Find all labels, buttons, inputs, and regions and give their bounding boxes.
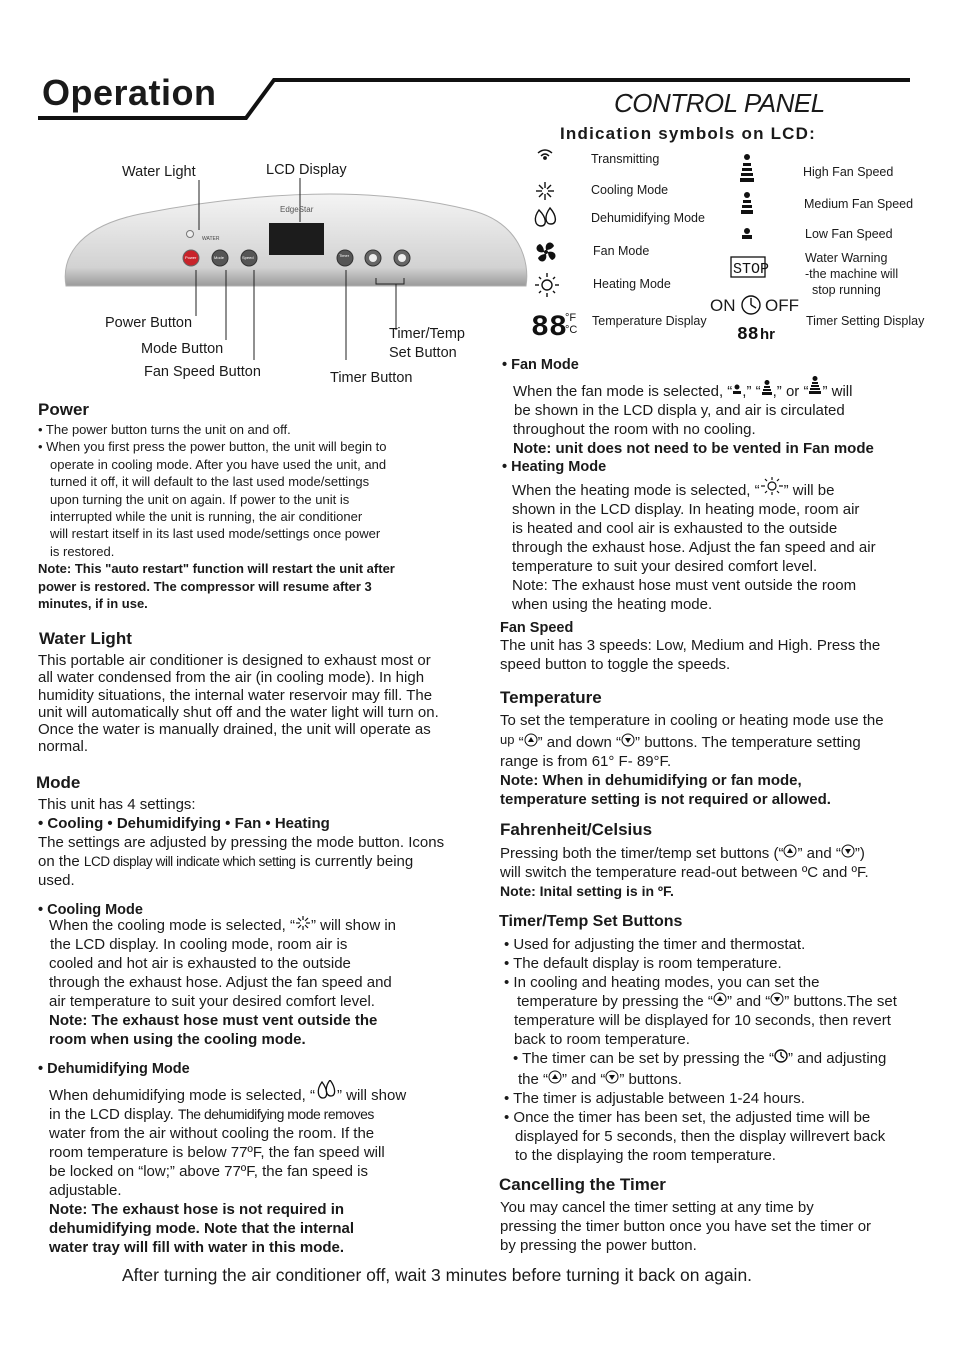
down-button-icon bbox=[621, 733, 635, 752]
sym-medium-fan: Medium Fan Speed bbox=[804, 197, 914, 211]
low-fan-icon bbox=[732, 382, 742, 401]
sun-icon bbox=[535, 273, 559, 297]
panel-temp-down-button[interactable] bbox=[393, 250, 411, 268]
timer-temp-section: • Used for adjusting the timer and thermostat. • The default display is room temperature. • In cooling and heating modes, you can set the temperature by pressing the “ ” and “ ” buttons.The set temperature will be displayed for 10 seconds, then revert back to room temperature. • The timer can be set by pressing the “ ” and adjusting the “ ” and “ ” buttons. • The timer is adjustable between 1-24 hours. • Once the timer has been set, the adjusted time will be displayed for 5 seconds, then the display willrevert back to the displaying the room temperature. bbox=[504, 936, 897, 1164]
timer-temp-set-label-1: Timer/Temp bbox=[389, 326, 465, 342]
fan-icon bbox=[537, 243, 556, 262]
svg-text:°C: °C bbox=[565, 324, 578, 336]
droplet-icon bbox=[315, 1080, 337, 1105]
footer-warning: After turning the air conditioner off, wait 3 minutes before turning it back on again. bbox=[122, 1265, 753, 1285]
power-key-label: Power bbox=[185, 255, 197, 260]
water-light-heading: Water Light bbox=[39, 629, 132, 648]
sym-fan: Fan Mode bbox=[593, 244, 650, 258]
fan-mode-section: When the fan mode is selected, “ ,” “ ,” or “ ” will be shown in the LCD displa y, and air is circulated throughout the room with no cooling. Note: unit does not need to be vented in Fan mode bbox=[513, 376, 874, 458]
sym-transmitting: Transmitting bbox=[591, 152, 660, 166]
water-light-label: Water Light bbox=[122, 164, 196, 180]
medium-fan-icon bbox=[761, 380, 773, 401]
svg-text:°F: °F bbox=[565, 312, 577, 324]
sym-temperature: Temperature Display bbox=[592, 314, 707, 328]
brand-logo: EdgeStar bbox=[280, 205, 314, 214]
snowflake-icon bbox=[536, 182, 554, 200]
transmitting-icon bbox=[538, 150, 552, 159]
snowflake-icon bbox=[295, 916, 311, 935]
sym-water-warning-3: stop running bbox=[812, 283, 881, 297]
sym-heating: Heating Mode bbox=[593, 277, 671, 291]
page-title: Operation bbox=[42, 72, 217, 113]
droplet-icon bbox=[535, 208, 555, 226]
up-button-icon bbox=[713, 992, 727, 1011]
down-button-icon bbox=[841, 844, 855, 863]
mode-heading: Mode bbox=[36, 773, 81, 792]
lcd-display-label: LCD Display bbox=[266, 162, 347, 178]
power-button-label: Power Button bbox=[105, 315, 193, 331]
timer-temp-set-label-2: Set Button bbox=[389, 345, 457, 361]
speed-key-label: Speed bbox=[242, 255, 254, 260]
water-light-section: This portable air conditioner is designed to exhaust most or all water condensed from the air (in cooling mode). In high humidity situations, the internal water reservoir may fill. The unit will automatically shut off and the water light will turn on. Once the water is manually drained, the unit will operate as normal. bbox=[38, 652, 439, 756]
sym-water-warning-2: -the machine will bbox=[805, 267, 899, 281]
panel-fan-speed-button[interactable] bbox=[240, 250, 258, 268]
svg-text:hr: hr bbox=[760, 326, 775, 343]
control-panel-title: CONTROL PANEL bbox=[614, 88, 825, 118]
cancel-timer-heading: Cancelling the Timer bbox=[499, 1175, 666, 1194]
fahrenheit-celsius-section: Pressing both the timer/temp set buttons (“ ” and “ ”) will switch the temperature read-out between ºC and ºF. Note: Inital setting is in ºF. bbox=[500, 845, 869, 899]
panel-power-button[interactable] bbox=[182, 250, 200, 268]
indication-heading: Indication symbols on LCD: bbox=[560, 124, 816, 143]
temperature-section: To set the temperature in cooling or heating mode use the up “ ” and down “ ” buttons. The temperature setting range is from 61° F- 89°F. Note: When in dehumidifying or fan mode, temperature setting is not required or allowed. bbox=[500, 712, 884, 808]
panel-mode-button[interactable] bbox=[211, 250, 229, 268]
cooling-mode-heading: • Cooling Mode bbox=[38, 902, 143, 918]
mode-section: This unit has 4 settings: • Cooling • Dehumidifying • Fan • Heating The settings are adjusted by pressing the mode button. Icons on the LCD display will indicate which setting is currently being used. bbox=[38, 796, 445, 889]
timer-temp-heading: Timer/Temp Set Buttons bbox=[499, 913, 683, 930]
fan-speed-icons bbox=[740, 154, 754, 239]
sym-high-fan: High Fan Speed bbox=[803, 165, 894, 179]
cooling-mode-section: When the cooling mode is selected, “ ” will show in the LCD display. In cooling mode, room air is cooled and hot air is exhausted to the outside through the exhaust hose. Adjust the fan speed and air temperature to suit your desired comfort level. Note: The exhaust hose must vent outside the room when using the cooling mode. bbox=[49, 917, 396, 1048]
sun-icon bbox=[760, 477, 784, 500]
water-indicator-label: WATER bbox=[202, 236, 220, 242]
heating-mode-section: When the heating mode is selected, “ ” will be shown in the LCD display. In heating mode, room air is heated and cool air is exhausted to the outside through the exhaust hose. Adjust the fan speed and air temperature to suit your desired comfort level. Note: The exhaust hose must vent outside the room when using the heating mode. bbox=[512, 477, 876, 614]
high-fan-icon bbox=[808, 376, 822, 401]
off-label: OFF bbox=[765, 296, 799, 315]
fan-speed-heading: Fan Speed bbox=[500, 620, 574, 636]
fan-mode-heading: • Fan Mode bbox=[502, 357, 579, 373]
sym-water-warning-1: Water Warning bbox=[805, 251, 888, 265]
down-button-icon bbox=[605, 1070, 619, 1089]
heating-mode-heading: • Heating Mode bbox=[502, 459, 607, 475]
up-button-icon bbox=[524, 733, 538, 752]
mode-key-label: Mode bbox=[214, 255, 225, 260]
clock-icon bbox=[774, 1049, 788, 1068]
dehumidifying-mode-heading: • Dehumidifying Mode bbox=[38, 1061, 190, 1077]
sym-low-fan: Low Fan Speed bbox=[805, 227, 893, 241]
sym-timer-setting: Timer Setting Display bbox=[806, 314, 925, 328]
panel-temp-up-button[interactable] bbox=[364, 250, 382, 268]
temperature-heading: Temperature bbox=[500, 688, 602, 707]
fan-speed-section: The unit has 3 speeds: Low, Medium and High. Press the speed button to toggle the speeds. bbox=[500, 637, 881, 673]
fahrenheit-celsius-heading: Fahrenheit/Celsius bbox=[500, 820, 653, 839]
power-section: • The power button turns the unit on and off. • When you first press the power button, the unit will begin to operate in cooling mode. After you have used the unit, and turned it off, it will default to the last used mode/settings upon turning the unit on again. If power to the unit is interrupted while the unit is running, the air conditioner will restart itself in its last used mode/settings once power is restored. Note: This "auto restart" function will restart the unit after power is restored. The compressor will resume after 3 minutes, if in use. bbox=[38, 422, 395, 612]
mode-button-label: Mode Button bbox=[141, 341, 224, 357]
fan-speed-button-label: Fan Speed Button bbox=[144, 364, 261, 380]
timer-key-label: Timer bbox=[339, 253, 350, 258]
stop-icon: STOP bbox=[733, 261, 770, 278]
down-button-icon bbox=[770, 992, 784, 1011]
up-button-icon bbox=[548, 1070, 562, 1089]
temperature-digits-icon: 88 bbox=[531, 311, 568, 345]
on-label: ON bbox=[710, 296, 736, 315]
sym-cooling: Cooling Mode bbox=[591, 183, 669, 197]
dehumidifying-mode-section: When dehumidifying mode is selected, “ ” will show in the LCD display. The dehumidifying mode removes water from the air without cooling the room. If the room temperature is below 77ºF, the fan speed will be locked on “low;” above 77ºF, the fan speed is adjustable. Note: The exhaust hose is not required in dehumidifying mode. Note that the internal water tray will fill with water in this mode. bbox=[49, 1080, 406, 1257]
sym-dehumidifying: Dehumidifying Mode bbox=[591, 211, 705, 225]
cancel-timer-section: You may cancel the timer setting at any time by pressing the timer button once you have set the timer or by pressing the power button. bbox=[500, 1199, 872, 1254]
timer-digits-icon: 88 bbox=[737, 325, 759, 345]
panel-timer-button[interactable] bbox=[336, 250, 354, 268]
power-heading: Power bbox=[38, 400, 90, 419]
timer-button-label: Timer Button bbox=[330, 370, 413, 386]
up-button-icon bbox=[783, 844, 797, 863]
